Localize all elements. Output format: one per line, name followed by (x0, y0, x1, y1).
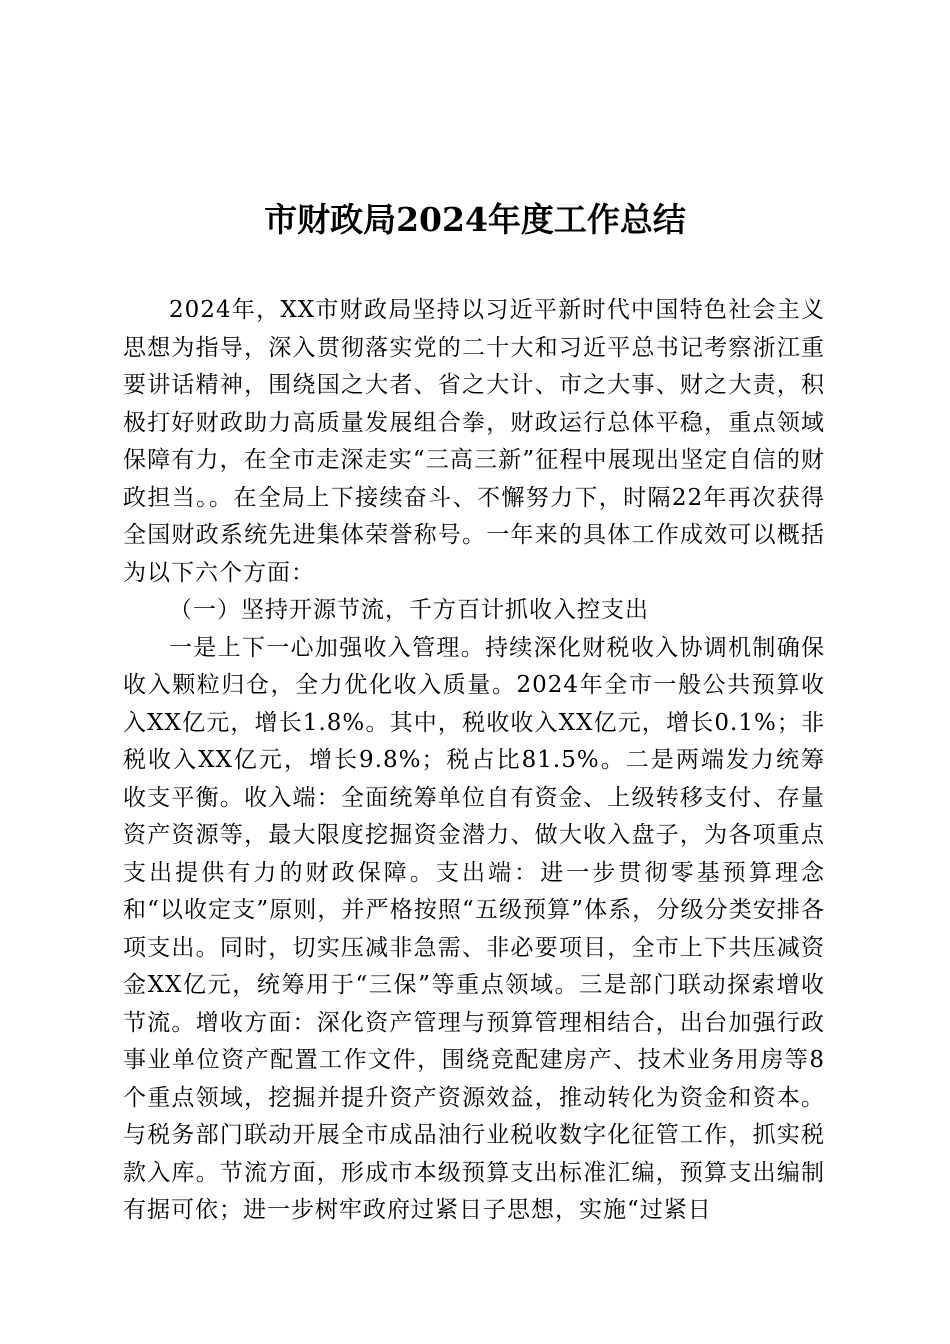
section-heading-1: （一）坚持开源节流，千方百计抓收入控支出 (169, 597, 649, 623)
document-body (123, 292, 825, 1230)
section-1-paragraph: 一是上下一心加强收入管理。持续深化财税收入协调机制确保收入颗粒归仓，全力优化收入质量。2024年全市一般公共预算收入XX亿元，增长1.8%。其中，税收收入XX亿元，增长0.1%；非税收入XX亿元，增长9.8%；税占比81.5%。二是两端发力统筹收支平衡。收入端：全面统筹单位自有资金、上级转移支付、存量资产资源等，最大限度挖掘资金潜力、做大收入盘子，为各项重点支出提供有力的财政保障。支出端：进一步贯彻零基预算理念和“以收定支”原则，并严格按照“五级预算”体系，分级分类安排各项支出。同时，切实压减非急需、非必要项目，全市上下共压减资金XX亿元，统筹用于“三保”等重点领域。三是部门联动探索增收节流。增收方面：深化资产管理与预算管理相结合，出台加强行政事业单位资产配置工作文件，围绕竞配建房产、技术业务用房等8个重点领域，挖掘并提升资产资源效益，推动转化为资金和资本。与税务部门联动开展全市成品油行业税收数字化征管工作，抓实税款入库。节流方面，形成市本级预算支出标准汇编，预算支出编制有据可依；进一步树牢政府过紧日子思想，实施“过紧日 (123, 634, 825, 1223)
intro-paragraph: 2024年，XX市财政局坚持以习近平新时代中国特色社会主义思想为指导，深入贯彻落实党的二十大和习近平总书记考察浙江重要讲话精神，围绕国之大者、省之大计、市之大事、财之大责，积极打好财政助力高质量发展组合拳，财政运行总体平稳，重点领域保障有力，在全市走深走实“三高三新”征程中展现出坚定自信的财政担当。。在全局上下接续奋斗、不懈努力下，时隔22年再次获得全国财政系统先进集体荣誉称号。一年来的具体工作成效可以概括为以下六个方面： (123, 297, 825, 586)
document-title: 市财政局2024年度工作总结 (264, 200, 686, 239)
